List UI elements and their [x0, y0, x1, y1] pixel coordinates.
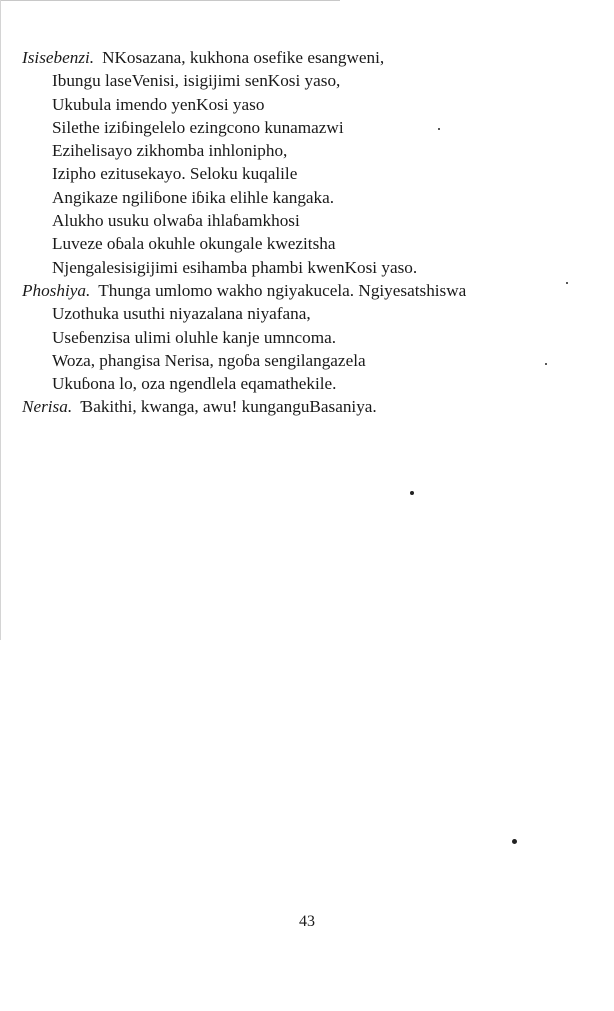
speech-line — [22, 69, 602, 92]
speaker-name: Phoshiya. — [22, 280, 91, 300]
line-text: Ukubula imendo yenKosi yaso — [52, 94, 265, 114]
speech-line — [22, 139, 602, 162]
line-text: Ezihelisayo zikhomba inhlonipho, — [52, 141, 288, 161]
speech-line — [22, 372, 602, 395]
line-text: Njengalesisigijimi esihamba phambi kwenKosi yaso. — [52, 257, 418, 277]
speech-line — [22, 209, 602, 232]
page-edge — [0, 0, 1, 640]
speech-line — [22, 256, 602, 279]
ink-speck — [512, 839, 517, 844]
ink-speck — [410, 491, 414, 495]
page-number: 43 — [299, 913, 315, 930]
speech-line — [22, 93, 602, 116]
line-text: NKosazana, kukhona osefike esangweni, — [102, 48, 385, 67]
line-text: Ɓakithi, kwanga, awu! kunganguBasaniya. — [80, 397, 377, 417]
speech-line — [22, 232, 602, 255]
speech-line — [22, 326, 602, 349]
line-text: Thunga umlomo wakho ngiyakucela. Ngiyesatshiswa — [98, 280, 467, 300]
speech-line — [22, 395, 602, 418]
play-text — [22, 46, 602, 419]
line-text: Uzothuka usuthi niyazalana niyafana, — [52, 304, 311, 324]
speech-line — [22, 162, 602, 185]
speaker-name: Nerisa. — [22, 397, 73, 417]
line-text: Woza, phangisa Nerisa, ngoɓa sengilangazela — [52, 350, 366, 370]
line-text: Silethe iziɓingelelo ezingcono kunamazwi — [52, 117, 344, 137]
line-text: Alukho usuku olwaɓa ihlaɓamkhosi — [52, 211, 300, 231]
page-edge — [0, 0, 340, 1]
line-text: Ibungu laseVenisi, isigijimi senKosi yaso, — [52, 71, 341, 91]
ink-speck — [566, 282, 568, 284]
line-text: Angikaze ngiliɓone iɓika elihle kangaka. — [52, 187, 335, 207]
line-text: Useɓenzisa ulimi oluhle kanje umncoma. — [52, 327, 336, 347]
speech-line — [22, 46, 602, 69]
speaker-name: Isisebenzi. — [22, 48, 95, 67]
ink-speck — [438, 128, 440, 130]
speech-line — [22, 349, 602, 372]
ink-speck — [545, 363, 547, 365]
line-text: Luveze oɓala okuhle okungale kwezitsha — [52, 234, 336, 254]
line-text: Ukuɓona lo, oza ngendlela eqamathekile. — [52, 374, 337, 394]
speech-line — [22, 279, 602, 302]
speech-line — [22, 116, 602, 139]
speech-line — [22, 302, 602, 325]
speech-line — [22, 186, 602, 209]
line-text: Izipho ezitusekayo. Seloku kuqalile — [52, 164, 298, 184]
